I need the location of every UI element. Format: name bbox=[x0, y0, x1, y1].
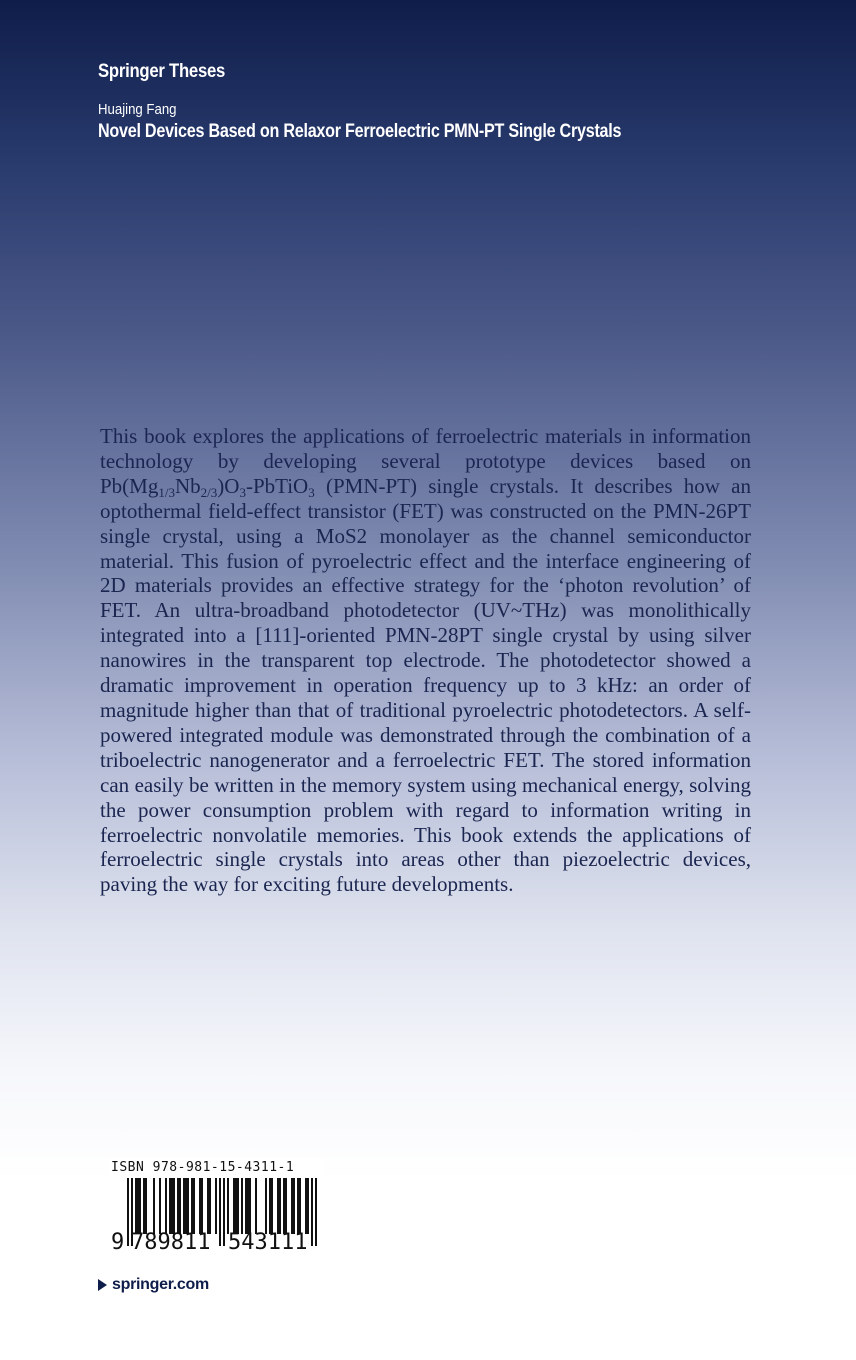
barcode-bar bbox=[293, 1178, 295, 1234]
barcode-bar bbox=[241, 1178, 243, 1234]
barcode-bar bbox=[245, 1178, 247, 1234]
barcode-bar bbox=[297, 1178, 299, 1234]
barcode-bar bbox=[173, 1178, 175, 1234]
barcode-bar bbox=[247, 1178, 249, 1234]
barcode-left-digits: 789811 bbox=[131, 1230, 211, 1255]
barcode-bar bbox=[183, 1178, 185, 1234]
barcode-bar bbox=[169, 1178, 171, 1234]
barcode-bar bbox=[307, 1178, 309, 1234]
barcode-bar bbox=[185, 1178, 187, 1234]
barcode-bar bbox=[137, 1178, 139, 1234]
blurb-subscript-2: 2/3 bbox=[200, 484, 218, 500]
barcode-bar bbox=[209, 1178, 211, 1234]
barcode-bar bbox=[277, 1178, 279, 1234]
barcode-bar bbox=[215, 1178, 217, 1234]
barcode-bar bbox=[283, 1178, 285, 1234]
barcode-bar bbox=[179, 1178, 181, 1234]
barcode-bar bbox=[255, 1178, 257, 1234]
author-name: Huajing Fang bbox=[98, 101, 177, 118]
barcode-bar bbox=[237, 1178, 239, 1234]
barcode-bar bbox=[153, 1178, 155, 1234]
website-link[interactable] bbox=[98, 1276, 209, 1294]
barcode-bar bbox=[305, 1178, 307, 1234]
barcode-bar bbox=[227, 1178, 229, 1234]
book-description bbox=[100, 424, 751, 897]
blurb-text-4: -PbTiO bbox=[245, 473, 309, 498]
blurb-text-5: (PMN-PT) single crystals. It describes how an optothermal field-effect transistor (FET) was constructed on the PMN-26PT single crystal, using a MoS2 monolayer as the channel semiconductor material. This fusion of pyroelectric effect and the interface engineering of 2D materials provides an effective strategy for the ‘photon revolution’ of FET. An ultra-broadband photodetector (UV~THz) was monolithically integrated into a [111]-oriented PMN-28PT single crystal by using silver nanowires in the transparent top electrode. The photodetector showed a dramatic improvement in operation frequency up to 3 kHz: an order of magnitude higher than that of traditional pyroelectric photodetectors. A self-powered integrated module was demonstrated through the combination of a triboelectric nanogenerator and a ferroelectric FET. The stored information can easily be written in the memory system using mechanical energy, solving the power consumption problem with regard to information writing in ferroelectric nonvolatile memories. This book extends the applications of ferroelectric single crystals into areas other than piezoelectric devices, paving the way for exciting future developments. bbox=[100, 473, 751, 897]
barcode-bar bbox=[193, 1178, 195, 1234]
barcode-bar bbox=[145, 1178, 147, 1234]
blurb-text-2: Nb bbox=[174, 473, 201, 498]
barcode-bar bbox=[187, 1178, 189, 1234]
barcode-digits bbox=[109, 1230, 324, 1256]
barcode-bar bbox=[271, 1178, 273, 1234]
barcode-bar bbox=[235, 1178, 237, 1234]
barcode-area bbox=[109, 1158, 324, 1260]
series-name: Springer Theses bbox=[98, 61, 226, 82]
blurb-subscript-1: 1/3 bbox=[158, 484, 175, 500]
barcode-bar bbox=[143, 1178, 145, 1234]
barcode-bar bbox=[233, 1178, 235, 1234]
blurb-text-1: This book explores the applications of ferroelectric materials in information technology by developing several prototype devices based on Pb(Mg bbox=[100, 424, 751, 498]
isbn-label: ISBN 978-981-15-4311-1 bbox=[111, 1160, 295, 1175]
barcode-bar bbox=[269, 1178, 271, 1234]
barcode-right-digits: 543111 bbox=[228, 1230, 308, 1255]
barcode-bar bbox=[159, 1178, 161, 1234]
website-text: springer.com bbox=[112, 1276, 209, 1293]
barcode-bar bbox=[191, 1178, 193, 1234]
barcode-bar bbox=[279, 1178, 281, 1234]
barcode-bar bbox=[135, 1178, 137, 1234]
barcode-bar bbox=[299, 1178, 301, 1234]
blurb-text-3: )O bbox=[217, 473, 240, 498]
barcode-bar bbox=[265, 1178, 267, 1234]
blurb-subscript-4: 3 bbox=[308, 484, 315, 500]
barcode-bar bbox=[285, 1178, 287, 1234]
barcode-bar bbox=[177, 1178, 179, 1234]
barcode-bar bbox=[201, 1178, 203, 1234]
barcode-bar bbox=[249, 1178, 251, 1234]
barcode-bar bbox=[171, 1178, 173, 1234]
play-triangle-icon bbox=[98, 1279, 107, 1291]
barcode-bar bbox=[291, 1178, 293, 1234]
book-title: Novel Devices Based on Relaxor Ferroelectric PMN-PT Single Crystals bbox=[98, 121, 622, 142]
barcode-bar bbox=[199, 1178, 201, 1234]
blurb-subscript-3: 3 bbox=[239, 484, 246, 500]
barcode-bar bbox=[139, 1178, 141, 1234]
barcode-bar bbox=[207, 1178, 209, 1234]
barcode-lead-digit: 9 bbox=[111, 1230, 125, 1255]
barcode-bar bbox=[165, 1178, 167, 1234]
